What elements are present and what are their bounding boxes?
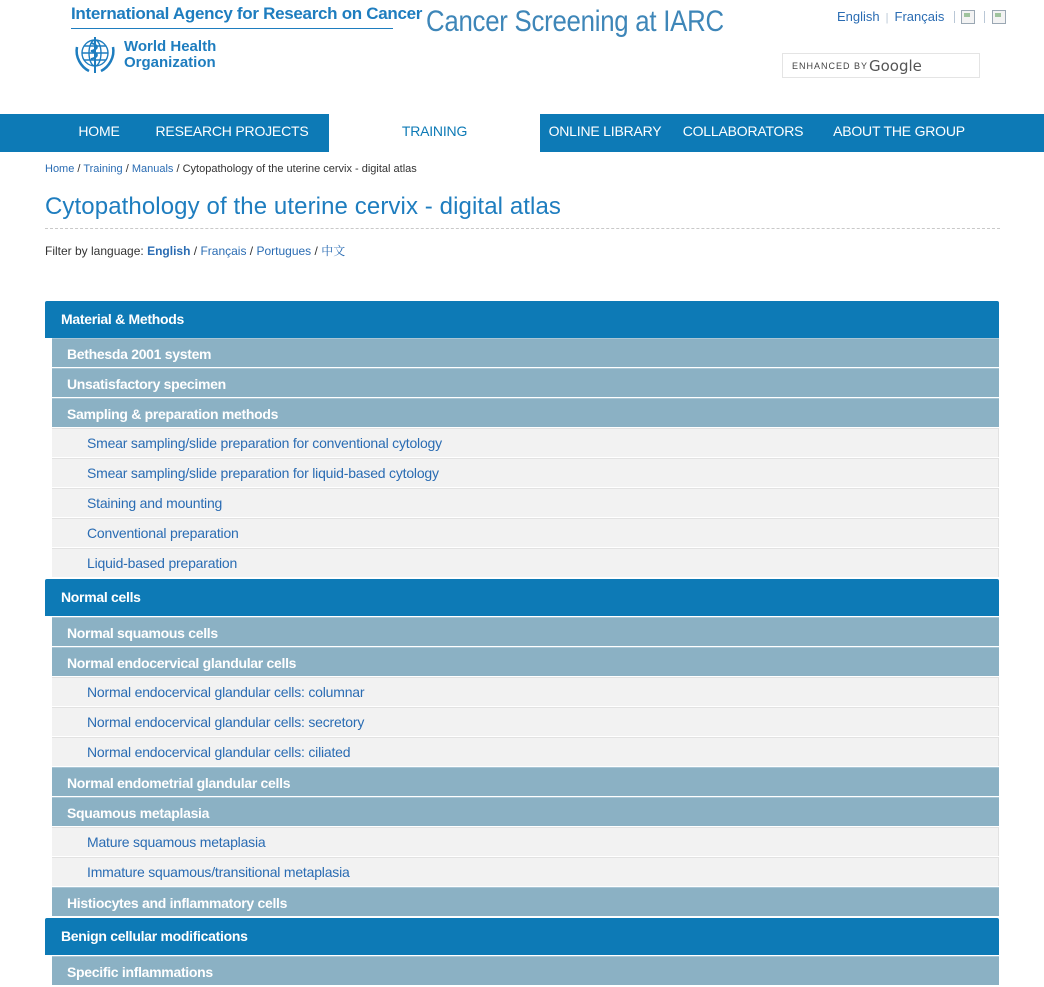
sub-specific-inflammations[interactable]: Specific inflammations [52,956,999,985]
sub-sampling-preparation[interactable]: Sampling & preparation methods [52,398,999,427]
leaf-endocervical-columnar[interactable]: Normal endocervical glandular cells: columnar [52,677,999,706]
sub-unsatisfactory-specimen[interactable]: Unsatisfactory specimen [52,368,999,397]
nav-item-home[interactable]: HOME [78,123,120,139]
divider [984,11,985,23]
breadcrumb-home[interactable]: Home [45,163,75,175]
filter-english-link[interactable]: English [147,244,191,258]
search-input[interactable] [782,53,980,78]
nav-item-about-the-group[interactable]: ABOUT THE GROUP [833,123,965,139]
breadcrumb-separator: / [74,163,84,175]
who-emblem-icon [71,33,119,77]
language-filter [45,242,345,259]
sub-histiocytes-inflammatory[interactable]: Histiocytes and inflammatory cells [52,887,999,916]
breadcrumb-training[interactable]: Training [83,163,123,175]
who-name [124,39,216,71]
leaf-smear-liquid-based[interactable]: Smear sampling/slide preparation for liquid-based cytology [52,458,999,487]
filter-label: Filter by language: [45,244,144,258]
search-enhanced-label: ENHANCED BY [792,61,869,71]
breadcrumb [45,163,417,175]
filter-separator: / [311,244,322,258]
leaf-staining-mounting[interactable]: Staining and mounting [52,488,999,517]
language-switch [837,9,944,24]
nav-item-online-library[interactable]: ONLINE LIBRARY [548,123,662,139]
google-logo: Google [869,57,922,75]
who-name-line1: World Health [124,38,217,55]
filter-chinese-link[interactable]: 中文 [321,244,346,258]
sub-normal-endometrial[interactable]: Normal endometrial glandular cells [52,767,999,796]
lang-francais-link[interactable]: Français [894,9,945,24]
who-logo[interactable] [71,33,221,79]
breadcrumb-separator: / [122,163,132,175]
flag-image-icon[interactable] [992,10,1006,24]
lang-english-link[interactable]: English [837,9,880,24]
site-header [0,0,1044,114]
leaf-endocervical-secretory[interactable]: Normal endocervical glandular cells: secretory [52,707,999,736]
section-normal-cells[interactable]: Normal cells [45,579,999,616]
sub-normal-squamous-cells[interactable]: Normal squamous cells [52,617,999,646]
sub-squamous-metaplasia[interactable]: Squamous metaplasia [52,797,999,826]
breadcrumb-manuals[interactable]: Manuals [131,163,174,175]
divider [954,11,955,23]
leaf-smear-conventional[interactable]: Smear sampling/slide preparation for conventional cytology [52,428,999,457]
section-benign-modifications[interactable]: Benign cellular modifications [45,918,999,955]
main-nav [0,114,1044,152]
breadcrumb-separator: / [173,163,183,175]
leaf-liquid-based-preparation[interactable]: Liquid-based preparation [52,548,999,577]
filter-separator: / [246,244,257,258]
nav-item-training[interactable]: TRAINING [329,114,540,152]
nav-item-research-projects[interactable]: RESEARCH PROJECTS [155,123,309,139]
section-material-methods[interactable]: Material & Methods [45,301,999,338]
site-title[interactable]: Cancer Screening at IARC [426,5,724,38]
iarc-title[interactable]: International Agency for Research on Cancer [71,4,393,29]
sub-normal-endocervical[interactable]: Normal endocervical glandular cells [52,647,999,676]
leaf-endocervical-ciliated[interactable]: Normal endocervical glandular cells: ciliated [52,737,999,766]
page-title: Cytopathology of the uterine cervix - digital atlas [45,193,1000,229]
flag-image-icon[interactable] [961,10,975,24]
lang-separator: | [885,12,889,24]
nav-item-collaborators[interactable]: COLLABORATORS [682,123,804,139]
breadcrumb-current: Cytopathology of the uterine cervix - digital atlas [182,163,417,175]
leaf-mature-squamous-metaplasia[interactable]: Mature squamous metaplasia [52,827,999,856]
filter-portugues-link[interactable]: Portugues [256,244,312,258]
leaf-conventional-preparation[interactable]: Conventional preparation [52,518,999,547]
filter-separator: / [190,244,201,258]
leaf-immature-squamous-metaplasia[interactable]: Immature squamous/transitional metaplasia [52,857,999,886]
who-name-line2: Organization [124,54,216,71]
filter-francais-link[interactable]: Français [200,244,247,258]
sub-bethesda-2001-system[interactable]: Bethesda 2001 system [52,338,999,367]
